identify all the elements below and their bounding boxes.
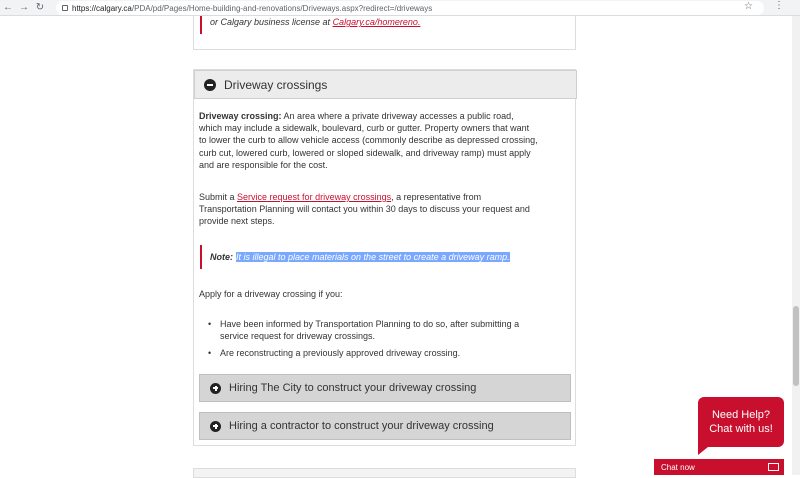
- previous-section-quote: [200, 16, 500, 34]
- menu-kebab-icon[interactable]: ⋮: [774, 0, 784, 11]
- chat-window-icon: [768, 463, 779, 471]
- submit-paragraph: [199, 191, 539, 228]
- list-item: • Have been informed by Transportation Planning to do so, after submitting a service request for driveway crossings.: [208, 318, 528, 343]
- lock-icon: [62, 5, 68, 11]
- page: [0, 16, 800, 475]
- list-item: • Are reconstructing a previously approved driveway crossing.: [208, 347, 528, 359]
- note-label: Note:: [210, 252, 233, 262]
- url-path: /PDA/pd/Pages/Home-building-and-renovations/Driveways.aspx?redirect=/driveways: [131, 3, 433, 13]
- note-callout: [200, 245, 530, 269]
- address-bar[interactable]: [56, 1, 764, 15]
- chat-now-label: Chat now: [661, 462, 695, 472]
- submit-prefix: Submit a: [199, 192, 238, 202]
- apply-conditions-list: [208, 318, 528, 363]
- driveway-crossings-header[interactable]: [194, 70, 577, 99]
- quote-text: or Calgary business license at: [210, 17, 333, 27]
- definition-text: An area where a private driveway accesses a public road, which may include a sidewalk, boulevard, curb or gutter. Property owners that want to lower the curb to allow vehicle access (commonly describe as depressed crossing, curb cut, lowered curb, lowered or sloped sidewalk, and driveway ramp) must apply and are responsible for the cost.: [199, 111, 538, 170]
- service-request-link[interactable]: Service request for driveway crossings: [237, 192, 392, 202]
- definition-paragraph: [199, 110, 539, 171]
- scrollbar-thumb[interactable]: [793, 306, 799, 386]
- back-icon[interactable]: ←: [3, 2, 13, 13]
- expand-plus-icon: [210, 383, 221, 394]
- sub-accordion-title: Hiring The City to construct your driveway crossing: [229, 382, 477, 394]
- url-host: https://calgary.ca: [72, 3, 132, 13]
- page-scrollbar[interactable]: [792, 16, 800, 475]
- note-text: It is illegal to place materials on the street to create a driveway ramp.: [236, 252, 510, 262]
- submit-suffix: , a representative from Transportation Planning will contact you within 30 days to discuss your request and provide next steps.: [199, 192, 530, 227]
- hiring-contractor-accordion[interactable]: [199, 412, 571, 440]
- collapse-minus-icon: [204, 79, 216, 91]
- chat-now-bar[interactable]: [654, 459, 784, 475]
- sub-accordion-title: Hiring a contractor to construct your driveway crossing: [229, 420, 494, 432]
- homereno-link[interactable]: Calgary.ca/homereno.: [332, 17, 421, 27]
- help-line-1: Need Help?: [711, 409, 771, 421]
- forward-icon[interactable]: →: [19, 2, 29, 13]
- next-section-panel[interactable]: [193, 468, 576, 478]
- help-line-2: Chat with us!: [709, 423, 773, 435]
- expand-plus-icon: [210, 421, 221, 432]
- reload-icon[interactable]: ↻: [35, 2, 45, 13]
- hiring-city-accordion[interactable]: [199, 374, 571, 402]
- chat-help-bubble[interactable]: [698, 397, 784, 447]
- browser-toolbar: [0, 0, 800, 16]
- definition-term: Driveway crossing:: [199, 111, 282, 121]
- accordion-title: Driveway crossings: [224, 77, 328, 92]
- apply-intro: Apply for a driveway crossing if you:: [199, 289, 343, 299]
- previous-section-panel: [193, 16, 576, 50]
- driveway-crossings-accordion: [193, 69, 576, 446]
- bookmark-star-icon[interactable]: ☆: [744, 1, 753, 12]
